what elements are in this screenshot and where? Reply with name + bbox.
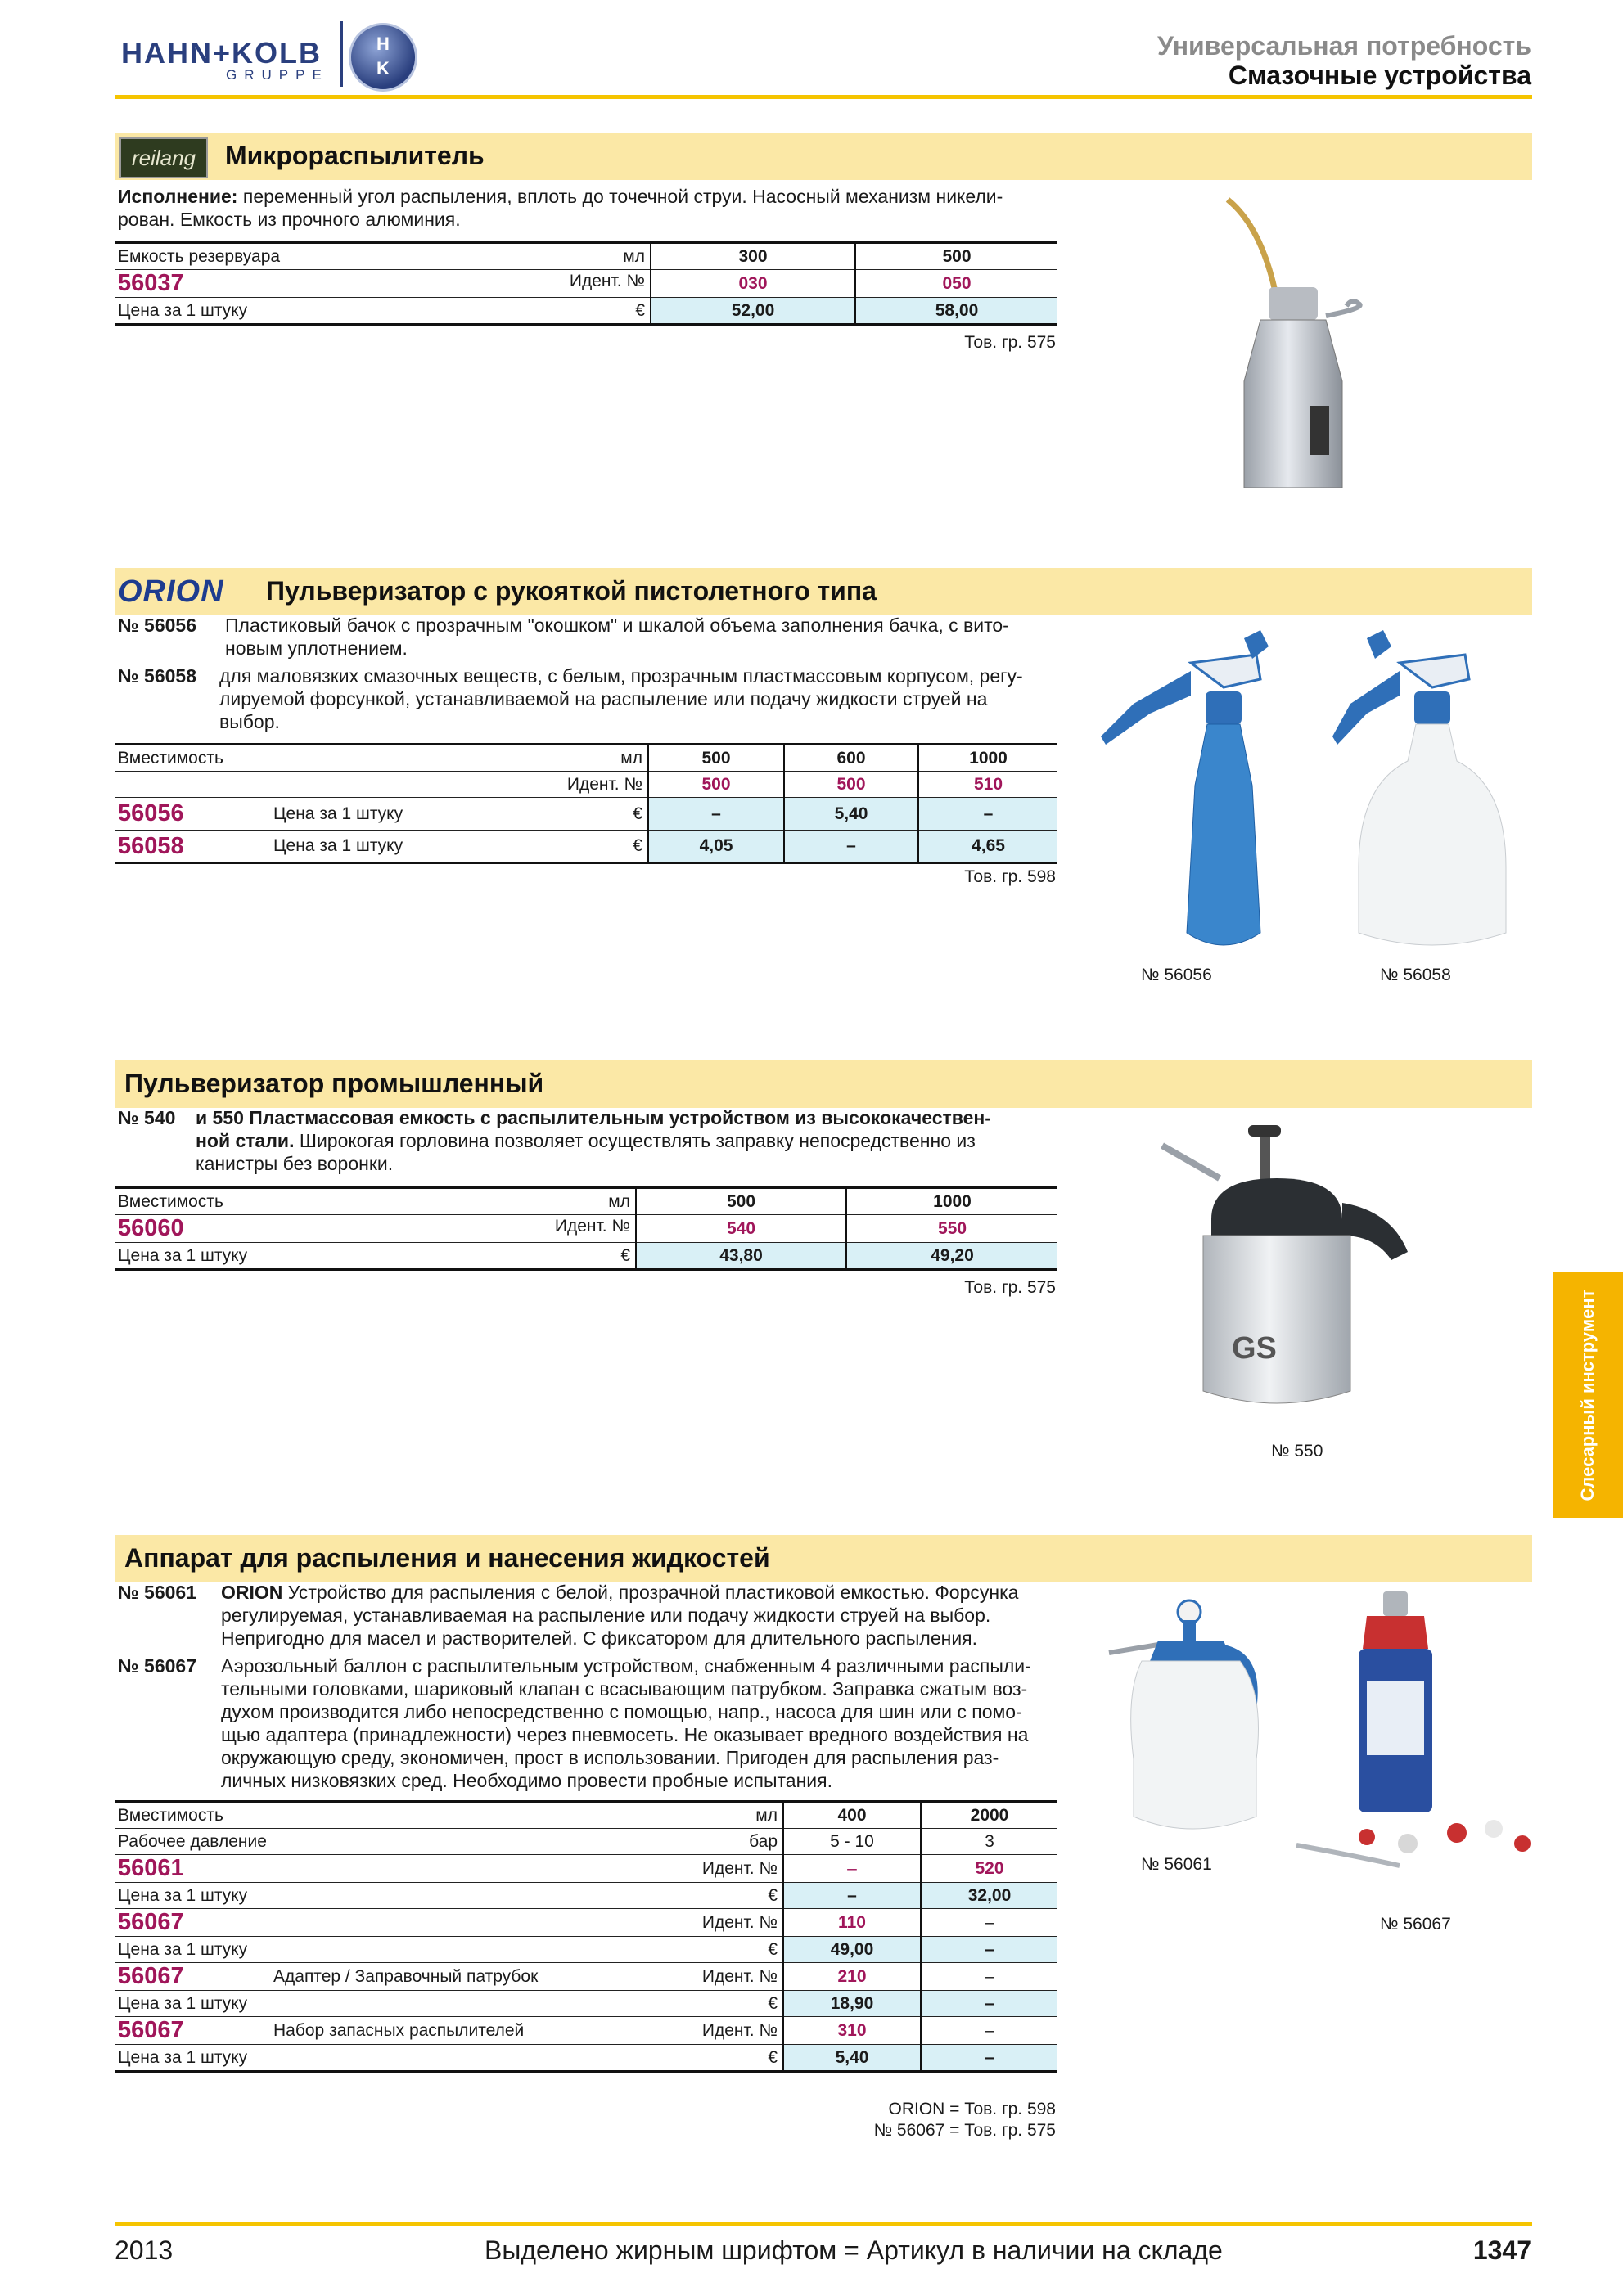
orion-ident-label: Идент. № [115,772,648,798]
apparatus-r3-price-label: Цена за 1 штуку [118,1993,248,2013]
apparatus-group-56067: № 56067 = Тов. гр. 575 [873,2121,1056,2140]
company-logo-subtext: GRUPPE [226,67,329,83]
micro-cap-cell [115,243,651,270]
industrial-line2-bold: ной стали. [196,1130,295,1151]
orion-item1 [118,614,1067,660]
footer-year: 2013 [115,2235,174,2265]
apparatus-item1-line3: Непригодно для масел и растворителей. С фиксатором для длительного распыления. [221,1627,978,1649]
orion-cap-unit: мл [620,748,642,768]
apparatus-r3-ident-2000: – [921,1963,1057,1991]
apparatus-r2-currency: € [768,1939,778,1959]
side-tab-label: Слесарный инструмент [1577,1289,1598,1501]
apparatus-r4-ident-2000: – [921,2017,1057,2045]
orion-row1-currency: € [633,804,642,823]
apparatus-r1-article: 56061 [115,1855,270,1883]
caption-56058: № 56058 [1380,966,1451,984]
micro-price-500: 58,00 [855,298,1057,325]
apparatus-item2-line2: тельными головками, шариковый клапан с всасывающим патрубком. Заправка сжатым воз- [221,1678,1028,1699]
apparatus-item1 [118,1581,1075,1650]
micro-col-300: 300 [651,243,855,270]
section-header-micro [115,133,1532,180]
logo-letter-h: H [376,34,390,54]
orion-item2-line1: для маловязких смазочных веществ, с белым, прозрачным пластмассовым корпусом, регу- [219,665,1023,687]
apparatus-r4-price-2000: – [921,2045,1057,2072]
header-rule [115,95,1532,99]
apparatus-r1-price-400: – [783,1883,921,1909]
orion-product-group: Тов. гр. 598 [964,867,1056,886]
micro-product-group: Тов. гр. 575 [964,333,1056,352]
orion-row2-price-1000: 4,65 [918,831,1057,863]
apparatus-r2-ident-label: Идент. № [270,1909,783,1937]
industrial-sprayer-image [1146,1121,1424,1440]
apparatus-r1-price-label: Цена за 1 штуку [118,1885,248,1905]
apparatus-item2-line4: щью адаптера (принадлежности) через пневмосеть. Не оказывает вредного воздействия на [221,1724,1029,1745]
orion-item1-line1: Пластиковый бачок с прозрачным "окошком" и шкалой объема заполнения бачка, с вито- [225,615,1009,636]
apparatus-r3-currency: € [768,1993,778,2013]
section-title-orion: Пульверизатор с рукояткой пистолетного типа [266,576,877,606]
orion-ident-510: 510 [918,772,1057,798]
apparatus-r4-price-400: 5,40 [783,2045,921,2072]
industrial-item-label: № 540 [118,1107,176,1128]
orion-row2-price-500: 4,05 [648,831,784,863]
apparatus-item1-label: № 56061 [118,1582,196,1603]
apparatus-r3-price-2000: – [921,1991,1057,2017]
orion-ident-500a: 500 [648,772,784,798]
micro-desc-line2: рован. Емкость из прочного алюминия. [118,209,461,230]
pressure-sprayer-image [1093,1596,1281,1849]
section-header-industrial [115,1060,1532,1108]
apparatus-r3-article: 56067 [115,1963,270,1991]
orion-item1-line2: новым уплотнением. [225,637,408,659]
industrial-cap-label: Вместимость [118,1191,223,1211]
apparatus-cap-unit: мл [755,1805,778,1825]
svg-text:GS: GS [1232,1331,1277,1366]
white-sprayer-image [1326,622,1539,966]
company-logo-text: HAHN+KOLB [121,36,322,70]
micro-price-300: 52,00 [651,298,855,325]
apparatus-item2-line6: личных низковязких сред. Необходимо провести пробные испытания. [221,1770,832,1791]
micro-col-500: 500 [855,243,1057,270]
apparatus-r4-name: Набор запасных распылителей [273,2020,525,2040]
industrial-product-group: Тов. гр. 575 [964,1278,1056,1297]
side-tab-locksmith-tools[interactable] [1553,1272,1623,1518]
orion-item2-label: № 56058 [118,665,196,687]
industrial-ident-label: Идент. № [554,1217,630,1236]
apparatus-r2-price-label: Цена за 1 штуку [118,1939,248,1959]
logo-letter-k: K [376,58,390,79]
apparatus-item2-text [118,1654,1075,1792]
industrial-line2-rest: Широкогая горловина позволяет осуществлять заправку непосредственно из [294,1130,976,1151]
industrial-ident-540: 540 [636,1215,846,1243]
orion-brand-logo: ORION [118,574,224,609]
orion-row2-currency: € [633,836,642,855]
industrial-ident-550: 550 [846,1215,1057,1243]
industrial-col-500: 500 [636,1188,846,1215]
apparatus-item2-line3: духом производится либо непосредственно с помощью, напр., насоса для шин или с помо- [221,1701,1022,1722]
orion-row1-price-1000: – [918,798,1057,831]
orion-ident-500b: 500 [784,772,918,798]
section-header-apparatus [115,1535,1532,1582]
industrial-price-table [115,1186,1057,1271]
apparatus-r2-ident-2000: – [921,1909,1057,1937]
apparatus-r4-ident-400: 310 [783,2017,921,2045]
footer-stock-note: Выделено жирным шрифтом = Артикул в наличии на складе [485,2235,1223,2265]
apparatus-col-400: 400 [783,1802,921,1829]
industrial-article: 56060 [118,1215,184,1241]
industrial-item-text [118,1106,1067,1175]
header-category: Универсальная потребность [1157,31,1531,61]
apparatus-r1-ident-label: Идент. № [270,1855,783,1883]
orion-item2-text [118,664,1067,733]
section-title-apparatus: Аппарат для распыления и нанесения жидкостей [124,1543,770,1573]
orion-item2 [118,664,1067,733]
orion-row2-article: 56058 [115,831,270,863]
section-header-orion [115,568,1532,615]
apparatus-press-400: 5 - 10 [783,1829,921,1855]
orion-cap-label: Вместимость [118,748,223,768]
apparatus-cap-label: Вместимость [118,1805,223,1825]
industrial-price-1000: 49,20 [846,1243,1057,1270]
industrial-line3: канистры без воронки. [196,1153,394,1174]
micro-desc-label: Исполнение: [118,186,238,207]
apparatus-r2-article: 56067 [115,1909,270,1937]
section-title-micro: Микрораспылитель [225,141,485,170]
industrial-line1: и 550 Пластмассовая емкость с распылительным устройством из высококачествен- [196,1107,991,1128]
logo-divider [340,21,343,87]
page-number: 1347 [1472,2235,1531,2265]
micro-ident-label: Идент. № [569,272,645,290]
industrial-description [118,1106,1067,1175]
apparatus-item2 [118,1654,1075,1792]
micro-currency: € [635,300,645,320]
section-title-industrial: Пульверизатор промышленный [124,1069,544,1098]
apparatus-r2-price-400: 49,00 [783,1937,921,1963]
reilang-brand-logo: reilang [119,137,208,178]
industrial-currency: € [620,1245,630,1265]
micro-desc-line1: переменный угол распыления, вплоть до точечной струи. Насосный механизм никели- [237,186,1003,207]
apparatus-r3-price-400: 18,90 [783,1991,921,2017]
apparatus-item1-brand: ORION [221,1582,283,1603]
blue-sprayer-image [1084,622,1330,966]
orion-col-600: 600 [784,745,918,772]
apparatus-item2-line1: Аэрозольный баллон с распылительным устройством, снабженным 4 различными распыли- [221,1655,1031,1677]
industrial-cap-unit: мл [608,1191,630,1211]
industrial-price-500: 43,80 [636,1243,846,1270]
apparatus-item1-line1: Устройство для распыления с белой, прозрачной пластиковой емкостью. Форсунка [282,1582,1019,1603]
micro-ident-050: 050 [855,270,1057,298]
apparatus-r3-ident-label: Идент. № [701,1966,778,1986]
apparatus-r1-ident-2000: 520 [921,1855,1057,1883]
apparatus-r4-price-label: Цена за 1 штуку [118,2047,248,2067]
apparatus-press-unit: бар [749,1831,778,1851]
industrial-price-label: Цена за 1 штуку [118,1245,248,1265]
orion-col-500: 500 [648,745,784,772]
caption-56067: № 56067 [1380,1915,1451,1934]
apparatus-r3-ident-400: 210 [783,1963,921,1991]
apparatus-r3-name: Адаптер / Заправочный патрубок [273,1966,539,1986]
footer-rule [115,2222,1532,2226]
apparatus-r1-ident-400: – [783,1855,921,1883]
caption-56056: № 56056 [1141,966,1212,984]
apparatus-r1-currency: € [768,1885,778,1905]
apparatus-price-table [115,1800,1057,2073]
apparatus-item1-text [118,1581,1075,1650]
micro-cap-label: Емкость резервуара [118,246,281,266]
orion-item1-text [118,614,1067,660]
micro-description [118,185,1059,231]
apparatus-r2-price-2000: – [921,1937,1057,1963]
aerosol-can-image [1293,1583,1539,1894]
caption-56061: № 56061 [1141,1855,1212,1874]
orion-col-1000: 1000 [918,745,1057,772]
apparatus-r1-price-2000: 32,00 [921,1883,1057,1909]
industrial-col-1000: 1000 [846,1188,1057,1215]
caption-550: № 550 [1271,1442,1323,1461]
company-logo-emblem [349,23,417,92]
micro-cap-unit: мл [623,246,645,266]
orion-row2-price-600: – [784,831,918,863]
apparatus-col-2000: 2000 [921,1802,1057,1829]
orion-row2-label: Цена за 1 штуку [273,836,403,855]
header-subcategory: Смазочные устройства [1228,61,1531,90]
orion-row1-price-600: 5,40 [784,798,918,831]
apparatus-r4-article: 56067 [115,2017,270,2045]
orion-row1-label: Цена за 1 штуку [273,804,403,823]
apparatus-r4-ident-label: Идент. № [701,2020,778,2040]
apparatus-item1-line2: регулируемая, устанавливаемая на распыление или подачу жидкости струей на выбор. [221,1605,991,1626]
apparatus-item2-line5: окружающую среду, экономичен, прост в использовании. Пригоден для распыления раз- [221,1747,999,1768]
micro-article: 56037 [118,270,184,296]
orion-price-table [115,743,1057,864]
orion-item2-line3: выбор. [219,711,280,732]
micro-price-label: Цена за 1 штуку [118,300,248,320]
micro-price-table [115,241,1057,326]
apparatus-item2-label: № 56067 [118,1655,196,1677]
orion-row1-price-500: – [648,798,784,831]
apparatus-press-2000: 3 [921,1829,1057,1855]
apparatus-group-orion: ORION = Тов. гр. 598 [888,2100,1056,2118]
apparatus-press-label: Рабочее давление [118,1831,267,1851]
orion-item1-label: № 56056 [118,615,196,636]
micro-ident-030: 030 [651,270,855,298]
orion-row1-article: 56056 [115,798,270,831]
micro-sprayer-image [1211,193,1391,504]
apparatus-r2-ident-400: 110 [783,1909,921,1937]
apparatus-r4-currency: € [768,2047,778,2067]
orion-item2-line2: лируемой форсункой, устанавливаемой на распыление или подачу жидкости струей на [219,688,988,709]
